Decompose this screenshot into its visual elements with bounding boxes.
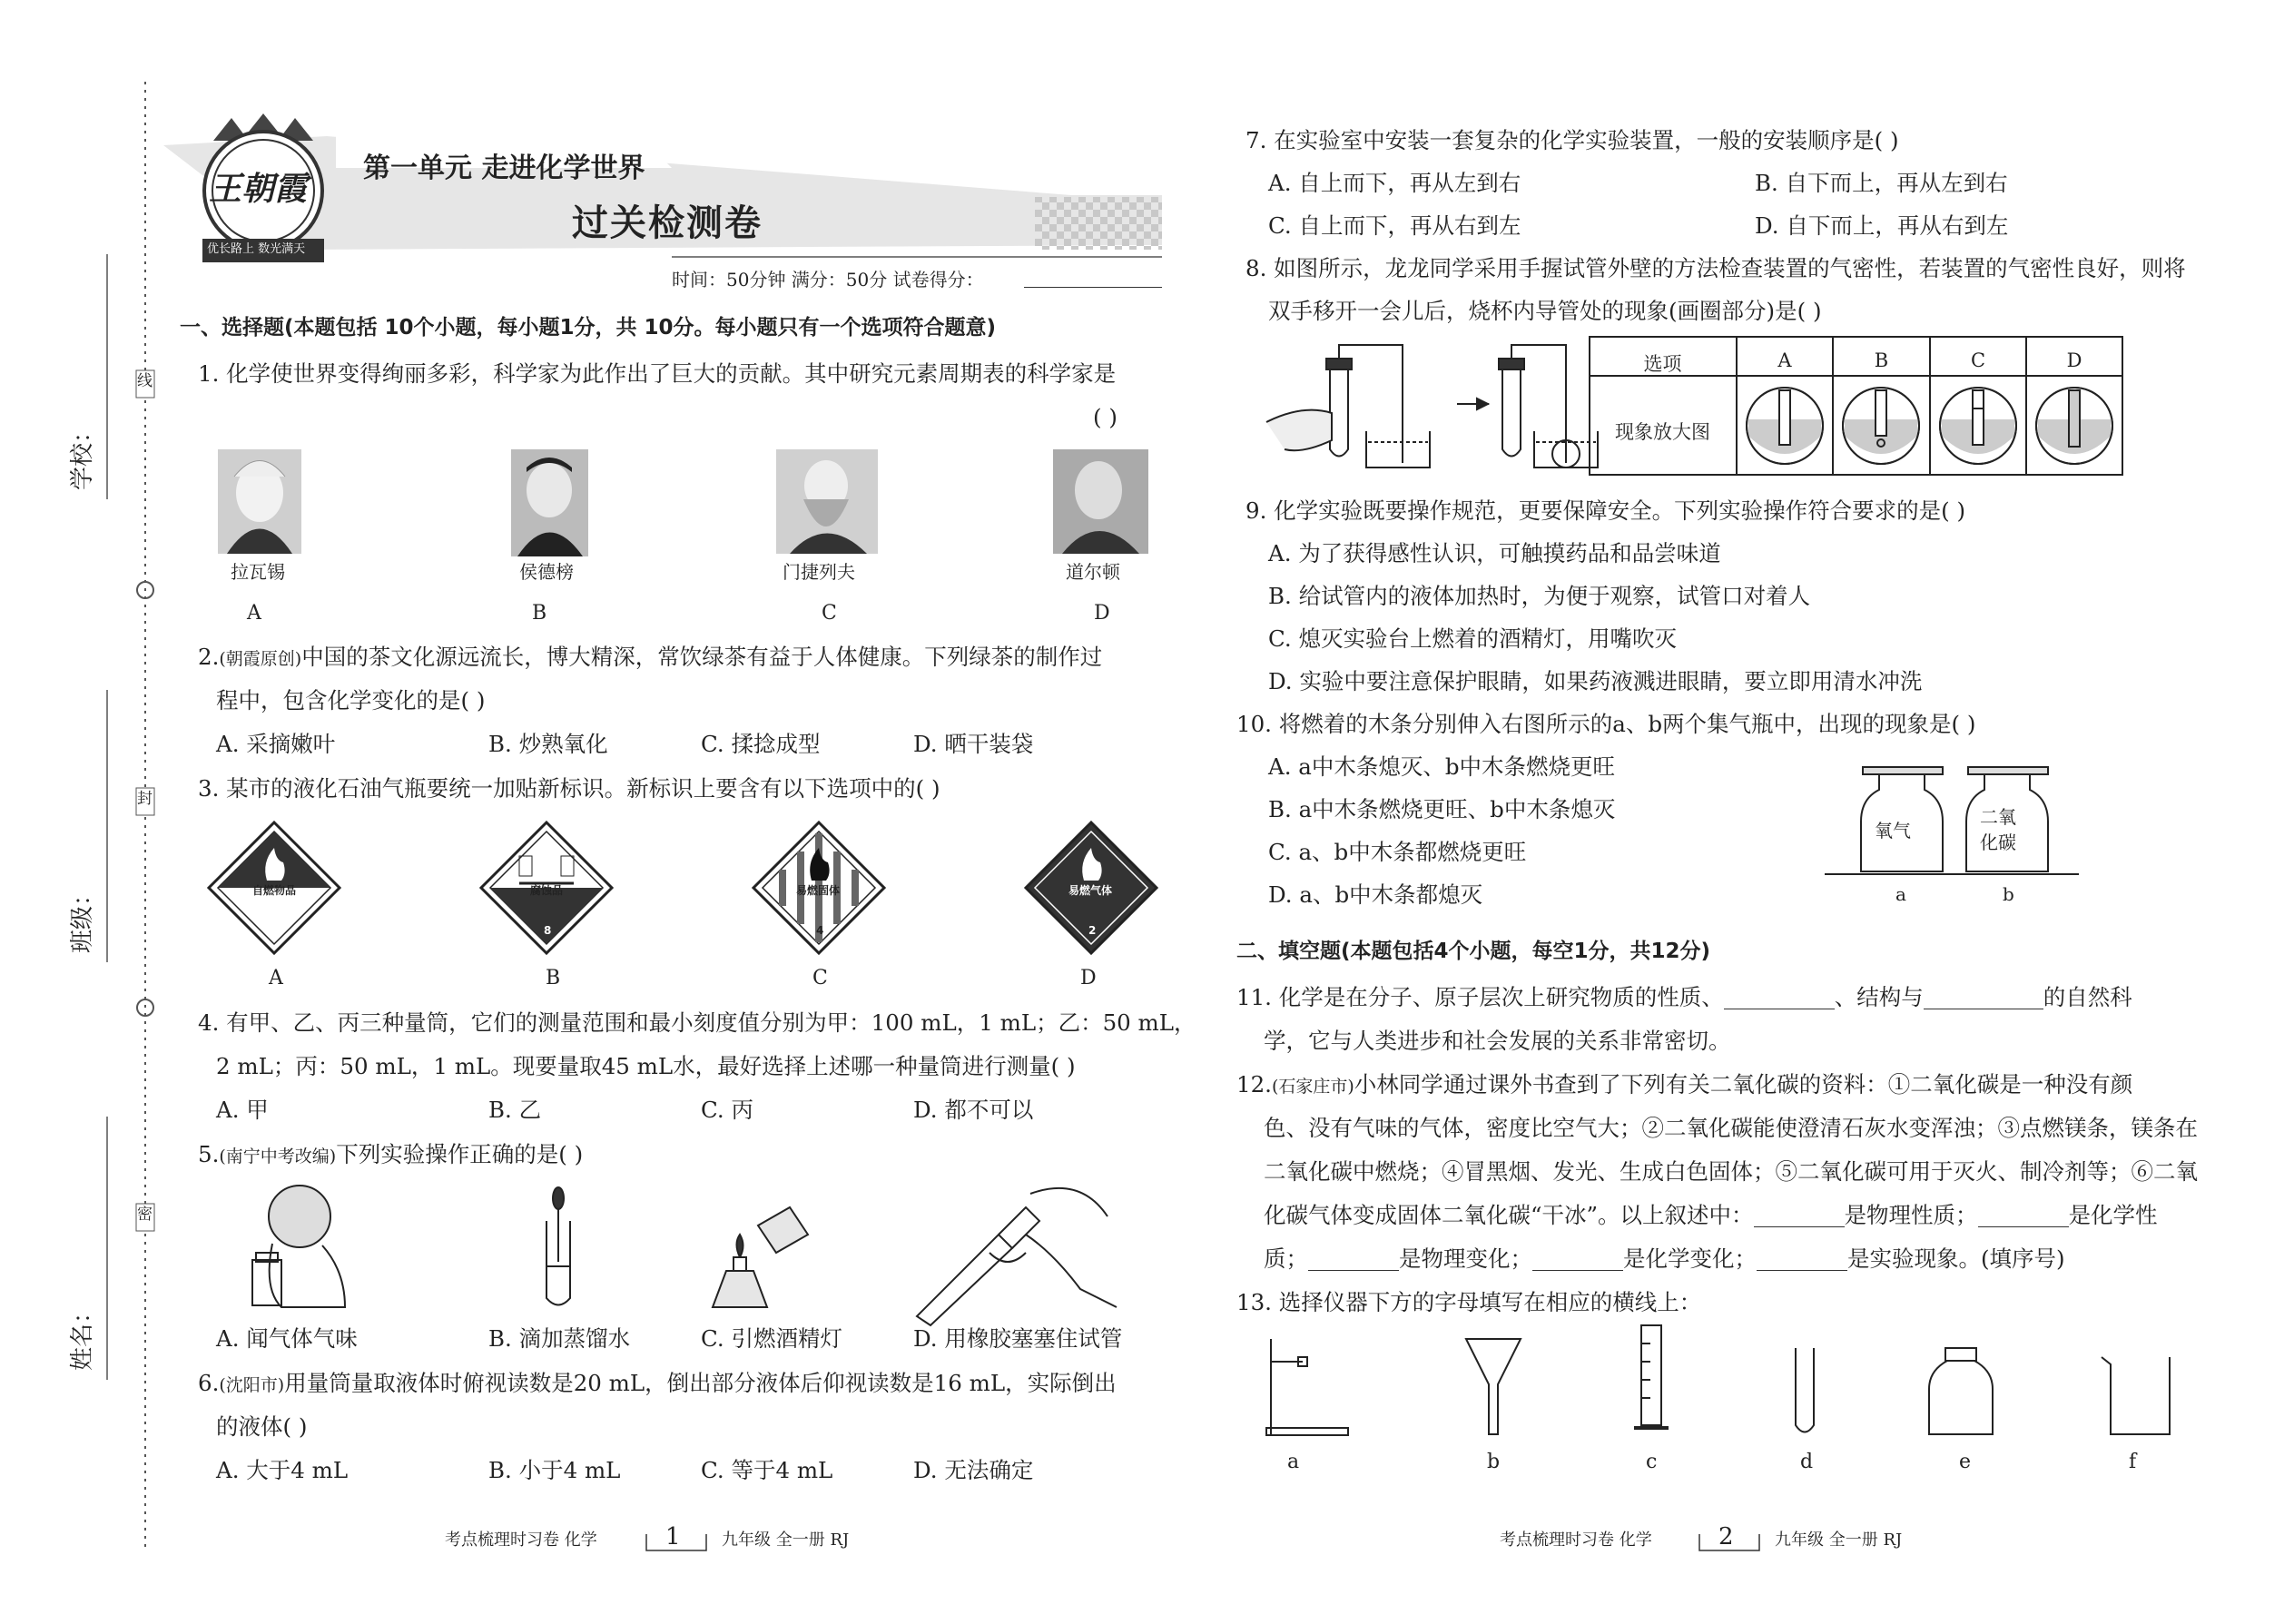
q2-option-d[interactable]: D. 晒干装袋 xyxy=(913,731,1034,757)
q6-tag: (沈阳市) xyxy=(219,1375,285,1395)
q1-option-b[interactable]: B xyxy=(532,602,547,625)
binding-lines xyxy=(0,0,182,1624)
footer-left-page: 1 xyxy=(665,1523,681,1550)
q8-line2: 双手移开一会儿后，烧杯内导管处的现象(画圈部分)是( ) xyxy=(1268,298,1822,324)
bottle-a-label: 氧气 xyxy=(1875,820,1911,842)
q8-table-header-a: A xyxy=(1777,349,1792,371)
q10-option-d[interactable]: D. a、b中木条都熄灭 xyxy=(1268,881,1483,908)
q9-option-c[interactable]: C. 熄灭实验台上燃着的酒精灯，用嘴吹灭 xyxy=(1268,625,1677,652)
footer-left-bracket xyxy=(645,1534,708,1552)
q12-blank-chemical-change[interactable] xyxy=(1532,1270,1623,1271)
q6-num: 6. xyxy=(198,1370,220,1396)
q1-answer-paren[interactable]: ( ) xyxy=(1093,404,1117,430)
name-label: 姓名： xyxy=(69,1299,96,1371)
hazard-class-b: 8 xyxy=(544,924,552,937)
q13-label-c: c xyxy=(1646,1451,1658,1473)
portrait-c xyxy=(776,449,878,554)
q2-option-b[interactable]: B. 炒熟氧化 xyxy=(488,731,608,757)
q2-line2: 程中，包含化学变化的是( ) xyxy=(216,687,486,714)
q13-label-e: e xyxy=(1959,1451,1972,1473)
q12-line3: 二氧化碳中燃烧；④冒黑烟、发光、生成白色固体；⑤二氧化碳可用于灭火、制冷剂等；⑥二氧 xyxy=(1264,1158,2198,1185)
q5-line1 xyxy=(198,1141,584,1167)
q4-line2: 2 mL；丙：50 mL，1 mL。现要量取45 mL水，最好选择上述哪一种量筒进行测量( ) xyxy=(216,1053,1076,1079)
q13-instruments xyxy=(1262,1321,2133,1439)
bottle-b-letter: b xyxy=(2003,883,2014,905)
margin-seal-dense: 密 xyxy=(137,1206,153,1224)
q3-option-b[interactable]: B xyxy=(546,967,561,989)
q4-option-b[interactable]: B. 乙 xyxy=(488,1097,542,1123)
q10-text: 10. 将燃着的木条分别伸入右图所示的a、b两个集气瓶中，出现的现象是( ) xyxy=(1236,711,1976,737)
scientist-portraits xyxy=(209,449,1162,572)
q6-option-c[interactable]: C. 等于4 mL xyxy=(701,1457,833,1483)
q8-view-b[interactable] xyxy=(1843,388,1919,464)
section1-heading: 一、选择题(本题包括 10个小题，每小题1分，共 10分。每小题只有一个选项符合题意) xyxy=(180,316,997,340)
q6-option-d[interactable]: D. 无法确定 xyxy=(913,1457,1034,1483)
q5-option-d[interactable]: D. 用橡胶塞塞住试管 xyxy=(913,1325,1123,1352)
q12-line4 xyxy=(1264,1202,2158,1228)
q8-table-row-label: 现象放大图 xyxy=(1615,421,1710,443)
bottle-a-letter: a xyxy=(1895,883,1906,905)
q9-option-b[interactable]: B. 给试管内的液体加热时，为便于观察，试管口对着人 xyxy=(1268,583,1811,609)
q13-label-b: b xyxy=(1487,1451,1501,1473)
unit-title: 第一单元 走进化学世界 xyxy=(363,153,645,184)
q4-option-d[interactable]: D. 都不可以 xyxy=(913,1097,1034,1123)
illus-dropper xyxy=(546,1187,570,1305)
q5-tag: (南宁中考改编) xyxy=(219,1147,337,1166)
q5-illustrations xyxy=(209,1180,1162,1316)
footer-left-title: 考点梳理时习卷 化学 xyxy=(445,1530,597,1550)
q7-option-b[interactable]: B. 自下而上，再从左到右 xyxy=(1755,170,2008,196)
q12-line5-c: 是化学变化； xyxy=(1623,1245,1757,1272)
score-blank[interactable] xyxy=(1024,287,1162,288)
logo-text: 王朝霞 xyxy=(209,170,308,208)
q5-option-c[interactable]: C. 引燃酒精灯 xyxy=(701,1325,842,1352)
q12-line5-a: 质； xyxy=(1264,1245,1308,1272)
school-label: 学校： xyxy=(69,418,96,490)
q12-line2: 色、没有气味的气体，密度比空气大；②二氧化碳能使澄清石灰水变浑浊；③点燃镁条，镁条在 xyxy=(1264,1115,2198,1141)
illus-lamp xyxy=(713,1207,808,1307)
q1-name-c: 门捷列夫 xyxy=(783,561,855,583)
q6-line2: 的液体( ) xyxy=(216,1413,308,1440)
q8-table-header-c: C xyxy=(1970,349,1986,371)
q7-text: 7. 在实验室中安装一套复杂的化学实验装置，一般的安装顺序是( ) xyxy=(1245,127,1899,153)
q4-line1: 4. 有甲、乙、丙三种量筒，它们的测量范围和最小刻度值分别为甲：100 mL，1 mL；乙：50 mL， xyxy=(198,1009,1196,1036)
q2-line1 xyxy=(198,646,1102,669)
q11-part3: 的自然科 xyxy=(2043,984,2132,1010)
q12-blank-phenomenon[interactable] xyxy=(1757,1270,1847,1271)
q12-blank-physical-property[interactable] xyxy=(1754,1226,1845,1227)
q13-label-a: a xyxy=(1287,1451,1300,1473)
iron-stand xyxy=(1266,1339,1348,1435)
q9-text: 9. 化学实验既要操作规范，更要保障安全。下列实验操作符合要求的是( ) xyxy=(1245,497,1966,524)
q11-part2: 、结构与 xyxy=(1834,984,1924,1010)
q2-option-a[interactable]: A. 采摘嫩叶 xyxy=(216,731,336,757)
q6-text: 用量筒量取液体时俯视读数是20 mL，倒出部分液体后仰视读数是16 mL，实际倒出 xyxy=(284,1370,1117,1396)
q8-view-a[interactable] xyxy=(1747,388,1823,464)
page-title: 过关检测卷 xyxy=(572,202,763,244)
q12-line5-b: 是物理变化； xyxy=(1399,1245,1532,1272)
q13-text: 13. 选择仪器下方的字母填写在相应的横线上： xyxy=(1236,1289,1702,1315)
hazard-label-c: 易燃固体 xyxy=(796,884,841,897)
q9-option-a[interactable]: A. 为了获得感性认识，可触摸药品和品尝味道 xyxy=(1268,540,1721,566)
q1-text: 1. 化学使世界变得绚丽多彩，科学家为此作出了巨大的贡献。其中研究元素周期表的科学家是 xyxy=(198,360,1117,387)
q11-part1: 11. 化学是在分子、原子层次上研究物质的性质、 xyxy=(1236,984,1724,1010)
q13-label-d: d xyxy=(1800,1451,1814,1473)
portrait-d xyxy=(1053,449,1148,554)
q3-option-a[interactable]: A xyxy=(269,967,283,989)
logo-slogan: 优长路上 数光满天 xyxy=(207,242,306,256)
hazard-label-d: 易燃气体 xyxy=(1068,884,1113,897)
exam-info: 时间：50分钟 满分：50分 试卷得分： xyxy=(672,269,984,290)
q5-num: 5. xyxy=(198,1141,220,1167)
funnel xyxy=(1466,1339,1521,1434)
q12-blank-chemical-property[interactable] xyxy=(1978,1226,2069,1227)
q11-line2: 学，它与人类进步和社会发展的关系非常密切。 xyxy=(1264,1028,1731,1054)
q12-line4-a: 化碳气体变成固体二氧化碳“干冰”。以上叙述中： xyxy=(1264,1202,1754,1228)
hazard-label-b: 腐蚀品 xyxy=(530,884,564,897)
footer-right-bracket xyxy=(1698,1534,1761,1552)
portrait-a xyxy=(218,449,301,554)
q1-name-d: 道尔顿 xyxy=(1066,561,1120,583)
q3-option-c[interactable]: C xyxy=(812,967,828,989)
portrait-b xyxy=(511,449,588,556)
q12-num: 12. xyxy=(1236,1071,1272,1097)
q5-option-a[interactable]: A. 闻气体气味 xyxy=(216,1325,358,1352)
q12-text: 小林同学通过课外书查到了下列有关二氧化碳的资料：①二氧化碳是一种没有颜 xyxy=(1354,1071,2133,1097)
illus-smell xyxy=(252,1186,345,1307)
q8-table-header-option: 选项 xyxy=(1643,353,1682,375)
q8-apparatus xyxy=(1266,340,1602,477)
hazard-signs xyxy=(209,817,1135,962)
q3-option-d[interactable]: D xyxy=(1080,967,1097,989)
q2-tag: (朝霞原创) xyxy=(219,649,302,669)
class-label: 班级： xyxy=(69,881,96,953)
q1-option-a[interactable]: A xyxy=(247,602,261,625)
hazard-label-a: 自燃物品 xyxy=(252,884,297,897)
q4-option-a[interactable]: A. 甲 xyxy=(216,1097,269,1123)
q6-option-b[interactable]: B. 小于4 mL xyxy=(488,1457,621,1483)
bottle-b-label-2: 化碳 xyxy=(1980,832,2016,853)
hazard-class-a: 4 xyxy=(271,924,280,937)
q12-blank-physical-change[interactable] xyxy=(1308,1270,1399,1271)
q1-option-c[interactable]: C xyxy=(822,602,837,625)
footer-right-title: 考点梳理时习卷 化学 xyxy=(1500,1530,1652,1550)
test-tube xyxy=(1796,1348,1814,1432)
q2-num: 2. xyxy=(198,644,220,670)
footer-left-grade: 九年级 全一册 RJ xyxy=(722,1530,850,1550)
q4-option-c[interactable]: C. 丙 xyxy=(701,1097,753,1123)
q10-gas-bottles xyxy=(1825,767,2088,885)
reagent-bottle xyxy=(1929,1348,1993,1434)
q7-option-c[interactable]: C. 自上而下，再从右到左 xyxy=(1268,212,1521,239)
q6-option-a[interactable]: A. 大于4 mL xyxy=(216,1457,349,1483)
q12-line4-b: 是物理性质； xyxy=(1844,1202,1978,1228)
q12-tag: (石家庄市) xyxy=(1271,1077,1354,1097)
margin-seal-seal: 封 xyxy=(137,790,153,808)
q8-line1: 8. 如图所示，龙龙同学采用手握试管外壁的方法检查装置的气密性，若装置的气密性良好，则将 xyxy=(1245,255,2186,281)
bottle-b-label-1: 二氧 xyxy=(1980,806,2016,828)
q8-table-header-b: B xyxy=(1874,349,1889,371)
q1-name-a: 拉瓦锡 xyxy=(231,561,285,583)
q10-option-c[interactable]: C. a、b中木条都燃烧更旺 xyxy=(1268,839,1527,865)
q5-text: 下列实验操作正确的是( ) xyxy=(336,1141,584,1167)
q7-option-d[interactable]: D. 自下而上，再从右到左 xyxy=(1755,212,2009,239)
q7-option-a[interactable]: A. 自上而下，再从左到右 xyxy=(1268,170,1521,196)
q12-line5-d: 是实验现象。(填序号) xyxy=(1847,1245,2065,1272)
graduated-cylinder xyxy=(1634,1325,1669,1428)
footer-right-page: 2 xyxy=(1718,1523,1734,1550)
q2-text: 中国的茶文化源远流长，博大精深，常饮绿茶有益于人体健康。下列绿茶的制作过 xyxy=(301,644,1103,670)
q8-view-d[interactable] xyxy=(2036,388,2112,464)
illus-stopper xyxy=(917,1188,1117,1325)
q1-option-d[interactable]: D xyxy=(1094,602,1110,625)
q2-option-c[interactable]: C. 揉捻成型 xyxy=(701,731,821,757)
q10-option-a[interactable]: A. a中木条熄灭、b中木条燃烧更旺 xyxy=(1268,753,1616,780)
section2-heading: 二、填空题(本题包括4个小题，每空1分，共12分) xyxy=(1236,940,1711,963)
q1-name-b: 侯德榜 xyxy=(519,561,574,583)
q12-line1 xyxy=(1236,1071,2133,1097)
q8-table-header-d: D xyxy=(2066,349,2082,371)
q13-label-f: f xyxy=(2129,1451,2137,1473)
margin-seal-line: 线 xyxy=(137,372,153,390)
hazard-class-c: 4 xyxy=(816,924,824,937)
q6-line1 xyxy=(198,1370,1117,1396)
q12-line5 xyxy=(1264,1245,2065,1272)
hazard-class-d: 2 xyxy=(1088,924,1097,937)
q12-line4-c: 是化学性 xyxy=(2068,1202,2158,1228)
q10-option-b[interactable]: B. a中木条燃烧更旺、b中木条熄灭 xyxy=(1268,796,1616,822)
q8-view-c[interactable] xyxy=(1940,388,2016,464)
q3-text: 3. 某市的液化石油气瓶要统一加贴新标识。新标识上要含有以下选项中的( ) xyxy=(198,775,940,802)
footer-right-grade: 九年级 全一册 RJ xyxy=(1775,1530,1903,1550)
q9-option-d[interactable]: D. 实验中要注意保护眼睛，如果药液溅进眼睛，要立即用清水冲洗 xyxy=(1268,668,1923,694)
q11-line1 xyxy=(1236,984,2132,1010)
q5-option-b[interactable]: B. 滴加蒸馏水 xyxy=(488,1325,631,1352)
beaker xyxy=(2102,1357,2170,1434)
